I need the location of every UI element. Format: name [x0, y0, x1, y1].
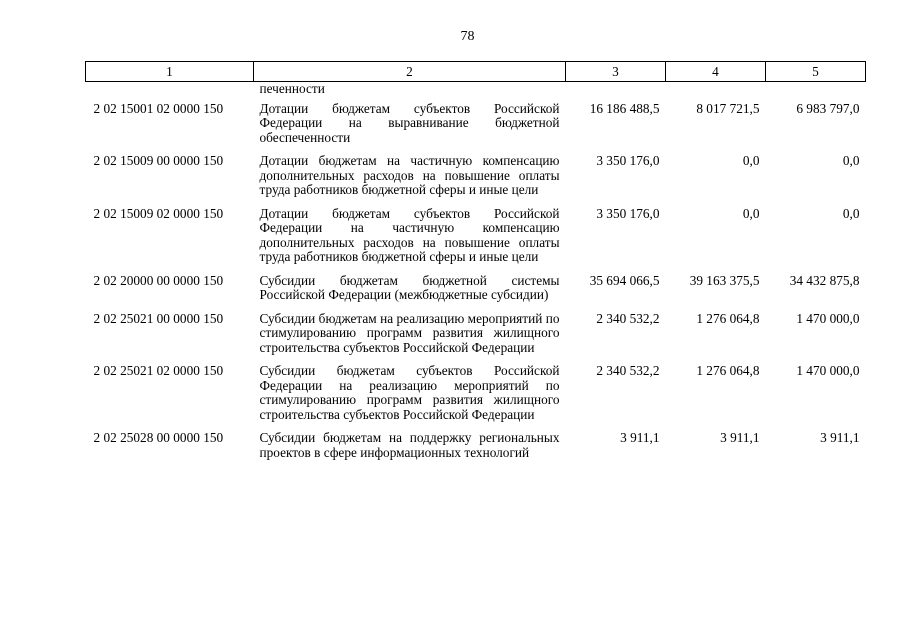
amount-col-4: 0,0 [742, 153, 760, 168]
budget-item-name: Субсидии бюджетам субъектов Российской Федерации на реализацию мероприятий по стимулированию программ развития жилищного строительства субъектов Российской Федерации [259, 363, 560, 422]
amount-col-3: 2 340 532,2 [596, 363, 660, 378]
budget-code: 2 02 25028 00 0000 150 [93, 430, 224, 445]
column-header-3: 3 [566, 62, 666, 82]
table-row [86, 205, 866, 272]
amount-col-4: 1 276 064,8 [696, 310, 760, 326]
table-row [86, 100, 866, 153]
amount-col-3: 2 340 532,2 [596, 310, 660, 326]
column-header-1: 1 [86, 62, 254, 82]
budget-code: 2 02 15009 00 0000 150 [93, 153, 224, 168]
amount-col-5: 0,0 [842, 205, 860, 221]
budget-code: 2 02 15009 02 0000 150 [93, 205, 224, 221]
table-header [86, 62, 866, 82]
amount-col-5: 6 983 797,0 [796, 100, 860, 116]
amount-col-4: 3 911,1 [720, 430, 760, 445]
page-number: 78 [460, 29, 475, 44]
amount-col-5: 0,0 [842, 153, 860, 168]
budget-table [85, 61, 866, 467]
amount-col-4: 0,0 [742, 205, 760, 221]
budget-code: 2 02 15001 02 0000 150 [93, 100, 224, 116]
amount-col-3: 35 694 066,5 [589, 272, 660, 288]
amount-col-3: 3 350 176,0 [596, 153, 660, 168]
column-header-5: 5 [766, 62, 866, 82]
amount-col-5: 1 470 000,0 [796, 363, 860, 378]
amount-col-4: 1 276 064,8 [696, 363, 760, 378]
budget-item-name: Дотации бюджетам субъектов Российской Федерации на частичную компенсацию дополнительных расходов на повышение оплаты труда работников бюджетной сферы и иные цели [259, 205, 560, 264]
table-row [86, 429, 866, 467]
budget-item-name: Субсидии бюджетам на поддержку региональных проектов в сфере информационных технологий [259, 430, 560, 460]
amount-col-5: 3 911,1 [820, 430, 860, 445]
budget-code: 2 02 25021 02 0000 150 [93, 363, 224, 378]
amount-col-3: 16 186 488,5 [589, 100, 660, 116]
table-row [86, 152, 866, 205]
budget-code: 2 02 20000 00 0000 150 [93, 272, 224, 288]
column-header-2: 2 [254, 62, 566, 82]
table-row [86, 362, 866, 429]
budget-item-name: Субсидии бюджетам на реализацию мероприятий по стимулированию программ развития жилищного строительства субъектов Российской Федерации [259, 310, 560, 355]
continued-text: печенности [259, 81, 325, 96]
table-row [86, 310, 866, 363]
amount-col-4: 8 017 721,5 [696, 100, 760, 116]
budget-item-name: Дотации бюджетам субъектов Российской Федерации на выравнивание бюджетной обеспеченности [259, 100, 560, 145]
amount-col-4: 39 163 375,5 [689, 272, 760, 288]
amount-col-3: 3 350 176,0 [596, 205, 660, 221]
budget-item-name: Дотации бюджетам на частичную компенсацию дополнительных расходов на повышение оплаты труда работников бюджетной сферы и иные цели [259, 153, 560, 197]
table-row [86, 272, 866, 310]
amount-col-5: 34 432 875,8 [789, 272, 860, 288]
amount-col-3: 3 911,1 [620, 430, 660, 445]
column-header-4: 4 [666, 62, 766, 82]
continued-row [86, 82, 866, 100]
budget-item-name: Субсидии бюджетам бюджетной системы Российской Федерации (межбюджетные субсидии) [259, 272, 560, 302]
budget-code: 2 02 25021 00 0000 150 [93, 310, 224, 326]
amount-col-5: 1 470 000,0 [796, 310, 860, 326]
